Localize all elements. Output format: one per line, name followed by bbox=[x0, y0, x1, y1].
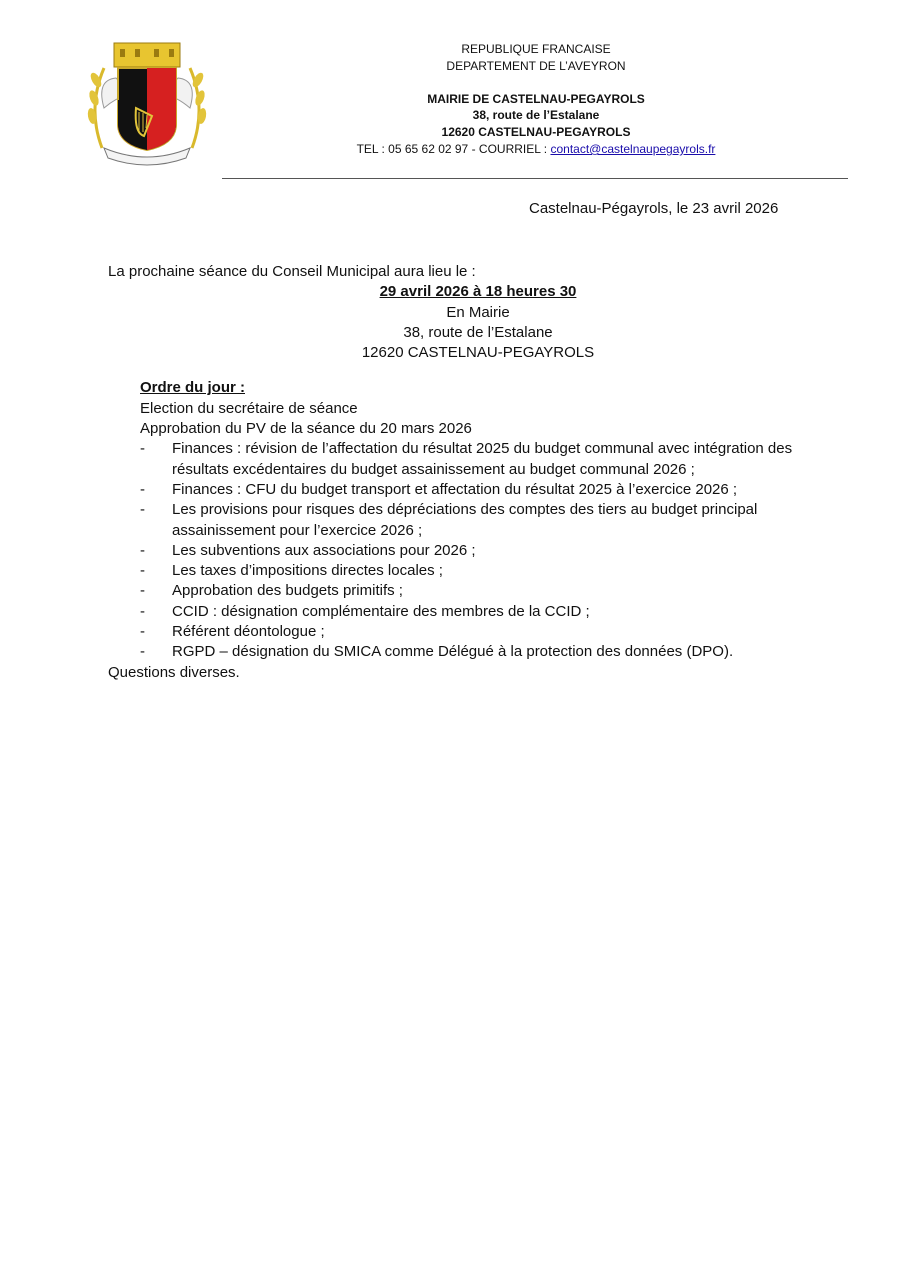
dash-bullet: - bbox=[140, 440, 145, 458]
closing-item: Questions diverses. bbox=[108, 663, 240, 681]
list-item: - Les provisions pour risques des dépréciations des comptes des tiers au budget principal assainissement pour l’exercice 2026 ; bbox=[140, 501, 758, 539]
agenda-list bbox=[140, 439, 848, 662]
list-item: - Approbation des budgets primitifs ; bbox=[140, 581, 848, 601]
agenda-plain-item: Election du secrétaire de séance bbox=[140, 399, 358, 417]
republic-line: REPUBLIQUE FRANCAISE bbox=[461, 42, 611, 56]
dash-bullet: - bbox=[140, 501, 145, 519]
agenda-heading: Ordre du jour : bbox=[140, 379, 245, 397]
department-line: DEPARTEMENT DE L’AVEYRON bbox=[446, 58, 626, 73]
dash-bullet: - bbox=[140, 623, 145, 641]
list-item: - Finances : révision de l’affectation du résultat 2025 du budget communal avec intégration des résultats excédentaires du budget assainissement au budget communal 2026 ; bbox=[140, 440, 793, 478]
dash-bullet: - bbox=[140, 541, 145, 559]
list-item: - Finances : CFU du budget transport et affectation du résultat 2025 à l’exercice 2026 ; bbox=[140, 480, 848, 500]
list-item: - Les taxes d’impositions directes locales ; bbox=[140, 561, 848, 581]
contact-prefix: TEL : 05 65 62 02 97 - COURRIEL : bbox=[356, 141, 551, 156]
letter-body bbox=[108, 262, 848, 683]
list-item: - Référent déontologue ; bbox=[140, 622, 848, 642]
email-link[interactable]: contact@castelnaupegayrols.fr bbox=[550, 141, 716, 156]
meeting-place: En Mairie bbox=[446, 303, 510, 321]
mairie-address: 38, route de l’Estalane bbox=[472, 108, 600, 123]
meeting-city: 12620 CASTELNAU-PEGAYROLS bbox=[361, 344, 595, 362]
dash-bullet: - bbox=[140, 480, 145, 498]
mairie-name: MAIRIE DE CASTELNAU-PEGAYROLS bbox=[427, 91, 645, 106]
contact-line bbox=[330, 141, 742, 158]
agenda-section bbox=[108, 378, 848, 662]
dash-bullet: - bbox=[140, 643, 145, 661]
meeting-address: 38, route de l’Estalane bbox=[403, 323, 553, 341]
meeting-info bbox=[106, 282, 850, 363]
list-item: - Les subventions aux associations pour 2026 ; bbox=[140, 541, 848, 561]
header-divider bbox=[222, 178, 848, 179]
dash-bullet: - bbox=[140, 562, 145, 580]
date-line: Castelnau-Pégayrols, le 23 avril 2026 bbox=[529, 200, 779, 217]
dash-bullet: - bbox=[140, 602, 145, 620]
coat-of-arms-logo bbox=[82, 38, 212, 168]
meeting-datetime: 29 avril 2026 à 18 heures 30 bbox=[379, 283, 577, 301]
dash-bullet: - bbox=[140, 582, 145, 600]
intro-text: La prochaine séance du Conseil Municipal aura lieu le : bbox=[108, 263, 476, 280]
mairie-city: 12620 CASTELNAU-PEGAYROLS bbox=[441, 125, 631, 140]
list-item: - RGPD – désignation du SMICA comme Délégué à la protection des données (DPO). bbox=[140, 642, 848, 662]
letterhead bbox=[330, 41, 742, 158]
agenda-plain-item: Approbation du PV de la séance du 20 mars 2026 bbox=[140, 420, 472, 438]
list-item: - CCID : désignation complémentaire des membres de la CCID ; bbox=[140, 602, 848, 622]
